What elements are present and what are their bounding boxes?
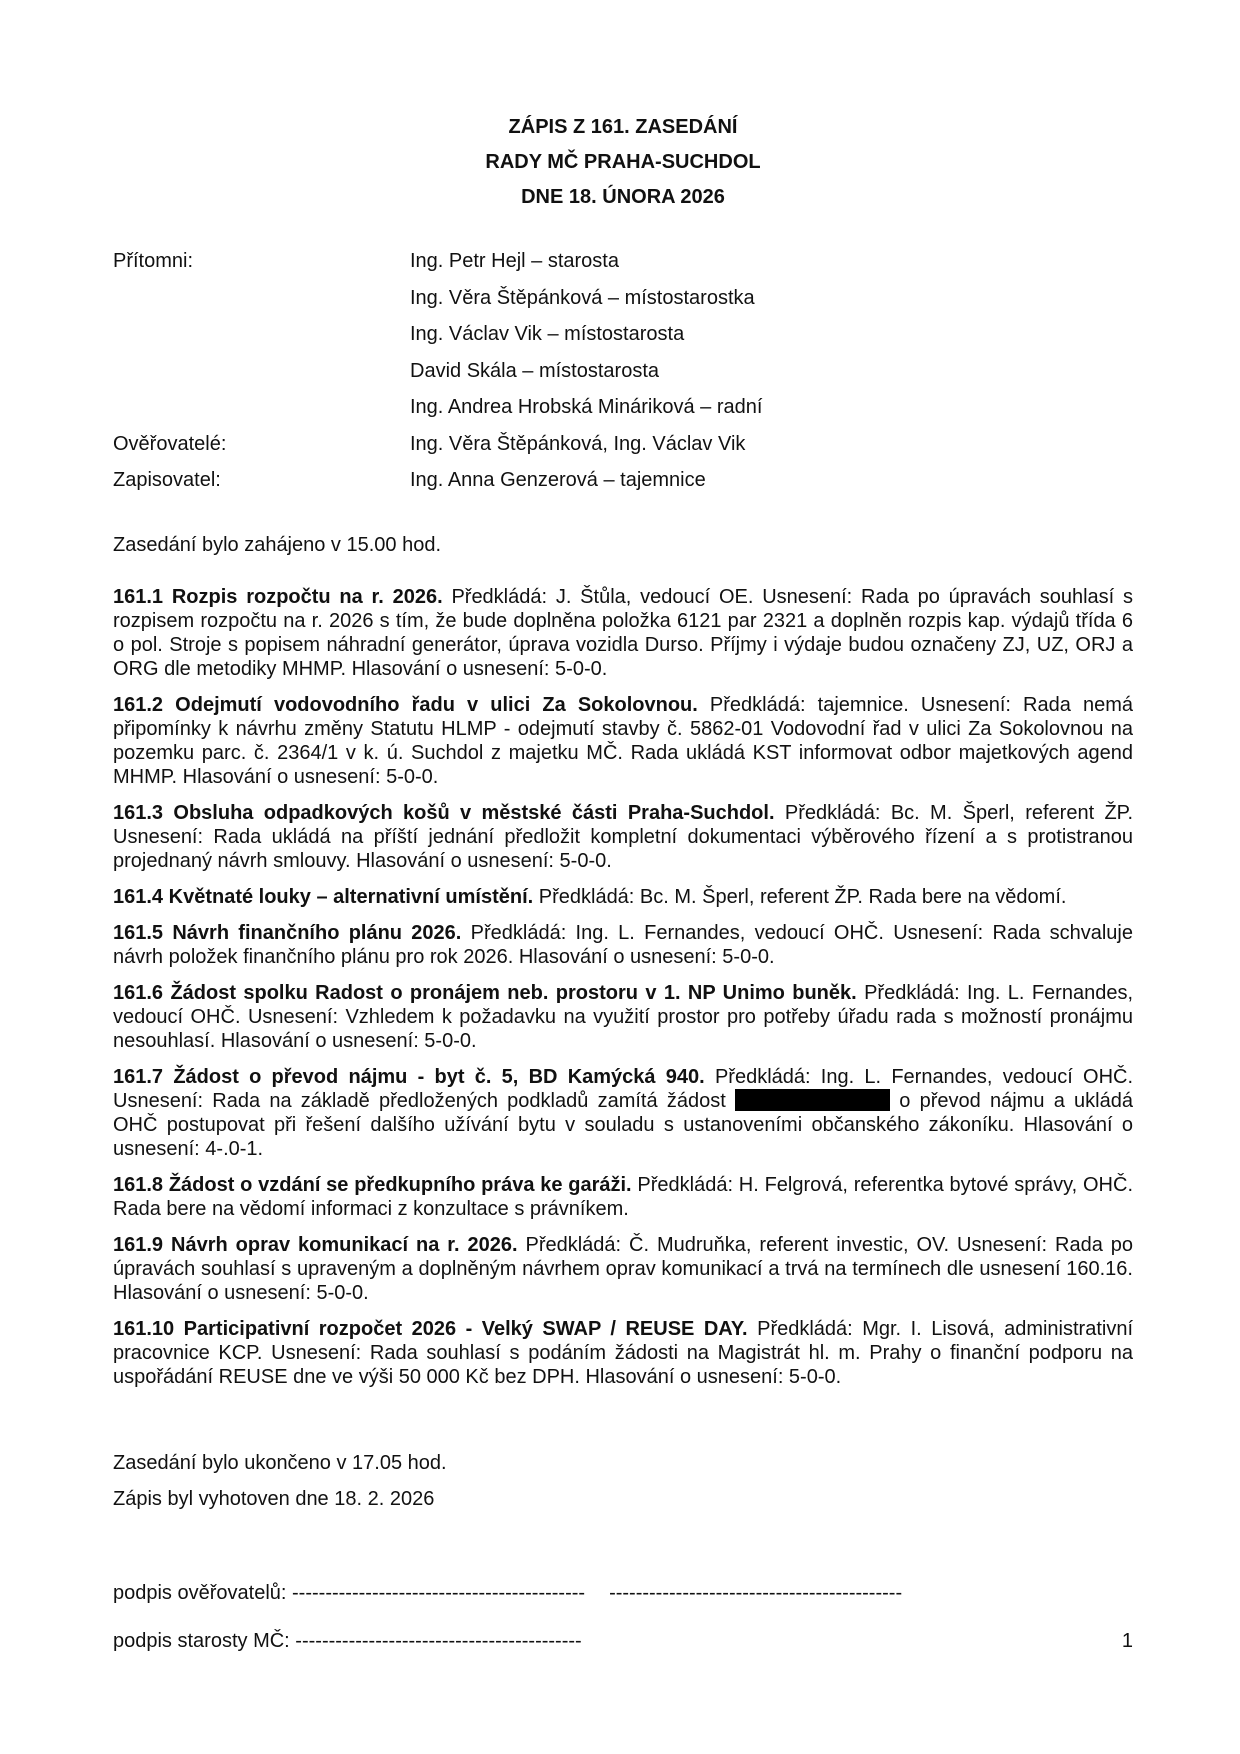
present-member: Ing. Andrea Hrobská Mináriková – radní [410,396,763,418]
closing-block [113,1445,1133,1517]
verifiers-signature-line: -------------------------------------------- [609,1581,903,1604]
agenda-item-161-9: 161.9 Návrh oprav komunikací na r. 2026. Předkládá: Č. Mudruňka, referent investic, OV. Usnesení: Rada po úpravách souhlasí s upraveným a doplněným návrhem oprav komunikací a trvá na termínech dle usnesení 160.16. Hlasování o usnesení: 5-0-0. [113,1233,1133,1304]
page-number: 1 [1121,1629,1133,1652]
title-line-3: DNE 18. ÚNORA 2026 [521,186,725,208]
mayor-signature-line: ------------------------------------------- [295,1629,582,1652]
document-title [113,110,1133,215]
attendance-block [113,249,1133,505]
recorder-value: Ing. Anna Genzerová – tajemnice [410,469,706,491]
verifiers-signature-row [113,1569,1133,1617]
agenda-item-161-5: 161.5 Návrh finančního plánu 2026. Předkládá: Ing. L. Fernandes, vedoucí OHČ. Usnesení: Rada schvaluje návrh položek finančního plánu pro rok 2026. Hlasování o usnesení: 5-0-0. [113,921,1133,968]
verifiers-signature-label: podpis ověřovatelů: [113,1581,287,1604]
verifiers-value: Ing. Věra Štěpánková, Ing. Václav Vik [410,432,746,455]
mayor-signature-row [113,1617,1133,1665]
agenda-item-161-7: 161.7 Žádost o převod nájmu - byt č. 5, BD Kamýcká 940. Předkládá: Ing. L. Fernandes, vedoucí OHČ. Usnesení: Rada na základě předložených podkladů zamítá žádost o převod nájmu a ukládá OHČ postupovat při řešení dalšího užívání bytu v souladu s ustanoveními občanského zákoníku. Hlasování o usnesení: 4-.0-1. [113,1065,1134,1160]
closing-prepared: Zápis byl vyhotoven dne 18. 2. 2026 [113,1487,435,1510]
agenda-item-161-3: 161.3 Obsluha odpadkových košů v městské části Praha-Suchdol. Předkládá: Bc. M. Šperl, referent ŽP. Usnesení: Rada ukládá na příští jednání předložit kompletní dokumentaci výběrového řízení a s protistranou projednaný návrh smlouvy. Hlasování o usnesení: 5-0-0. [113,801,1133,872]
document-page [113,110,1133,1665]
agenda-item-161-10: 161.10 Participativní rozpočet 2026 - Velký SWAP / REUSE DAY. Předkládá: Mgr. I. Lisová, administrativní pracovnice KCP. Usnesení: Rada souhlasí s podáním žádosti na Magistrát hl. m. Prahy o finanční podporu na uspořádání REUSE dne ve výši 50 000 Kč bez DPH. Hlasování o usnesení: 5-0-0. [113,1317,1134,1388]
present-member: Ing. Věra Štěpánková – místostarostka [410,286,755,309]
agenda-item-161-4: 161.4 Květnaté louky – alternativní umístění. Předkládá: Bc. M. Šperl, referent ŽP. Rada bere na vědomí. [113,885,1067,908]
agenda-items [113,585,1133,1389]
opening-statement: Zasedání bylo zahájeno v 15.00 hod. [113,533,442,556]
agenda-item-161-2: 161.2 Odejmutí vodovodního řadu v ulici Za Sokolovnou. Předkládá: tajemnice. Usnesení: Rada nemá připomínky k návrhu změny Statutu HLMP - odejmutí stavby č. 5862-01 Vodovodní řad v ulici Za Sokolovnou na pozemku parc. č. 2364/1 v k. ú. Suchdol z majetku MČ. Rada ukládá KST informovat odbor majetkových agend MHMP. Hlasování o usnesení: 5-0-0. [113,693,1133,788]
present-label: Přítomni: [113,250,194,272]
redacted-block [735,1089,890,1111]
agenda-item-161-8: 161.8 Žádost o vzdání se předkupního práva ke garáži. Předkládá: H. Felgrová, referentka bytové správy, OHČ. Rada bere na vědomí informaci z konzultace s právníkem. [113,1173,1134,1220]
present-member: Ing. Petr Hejl – starosta [410,250,619,272]
agenda-item-161-1: 161.1 Rozpis rozpočtu na r. 2026. Předkládá: J. Štůla, vedoucí OE. Usnesení: Rada po úpravách souhlasí s rozpisem rozpočtu na r. 2026 s tím, že bude doplněna položka 6121 par 2321 a doplněn rozpis kap. výdajů třída 6 o pol. Stroje s popisem náhradní generátor, úprava vozidla Durso. Příjmy i výdaje budou označeny ZJ, UZ, ORJ a ORG dle metodiky MHMP. Hlasování o usnesení: 5-0-0. [113,585,1134,680]
title-line-2: RADY MČ PRAHA-SUCHDOL [485,151,761,173]
present-member: David Skála – místostarosta [410,359,659,382]
recorder-label: Zapisovatel: [113,469,221,491]
verifiers-signature-line: -------------------------------------------- [292,1581,586,1604]
present-member: Ing. Václav Vik – místostarosta [410,323,685,345]
mayor-signature-label: podpis starosty MČ: [113,1629,290,1652]
signature-block [113,1569,1133,1665]
closing-ended: Zasedání bylo ukončeno v 17.05 hod. [113,1451,447,1474]
agenda-item-161-6: 161.6 Žádost spolku Radost o pronájem neb. prostoru v 1. NP Unimo buněk. Předkládá: Ing. L. Fernandes, vedoucí OHČ. Usnesení: Vzhledem k požadavku na využití prostor pro potřeby úřadu rada s možností pronájmu nesouhlasí. Hlasování o usnesení: 5-0-0. [113,981,1133,1052]
title-line-1: ZÁPIS Z 161. ZASEDÁNÍ [508,116,738,138]
verifiers-label: Ověřovatelé: [113,432,227,455]
